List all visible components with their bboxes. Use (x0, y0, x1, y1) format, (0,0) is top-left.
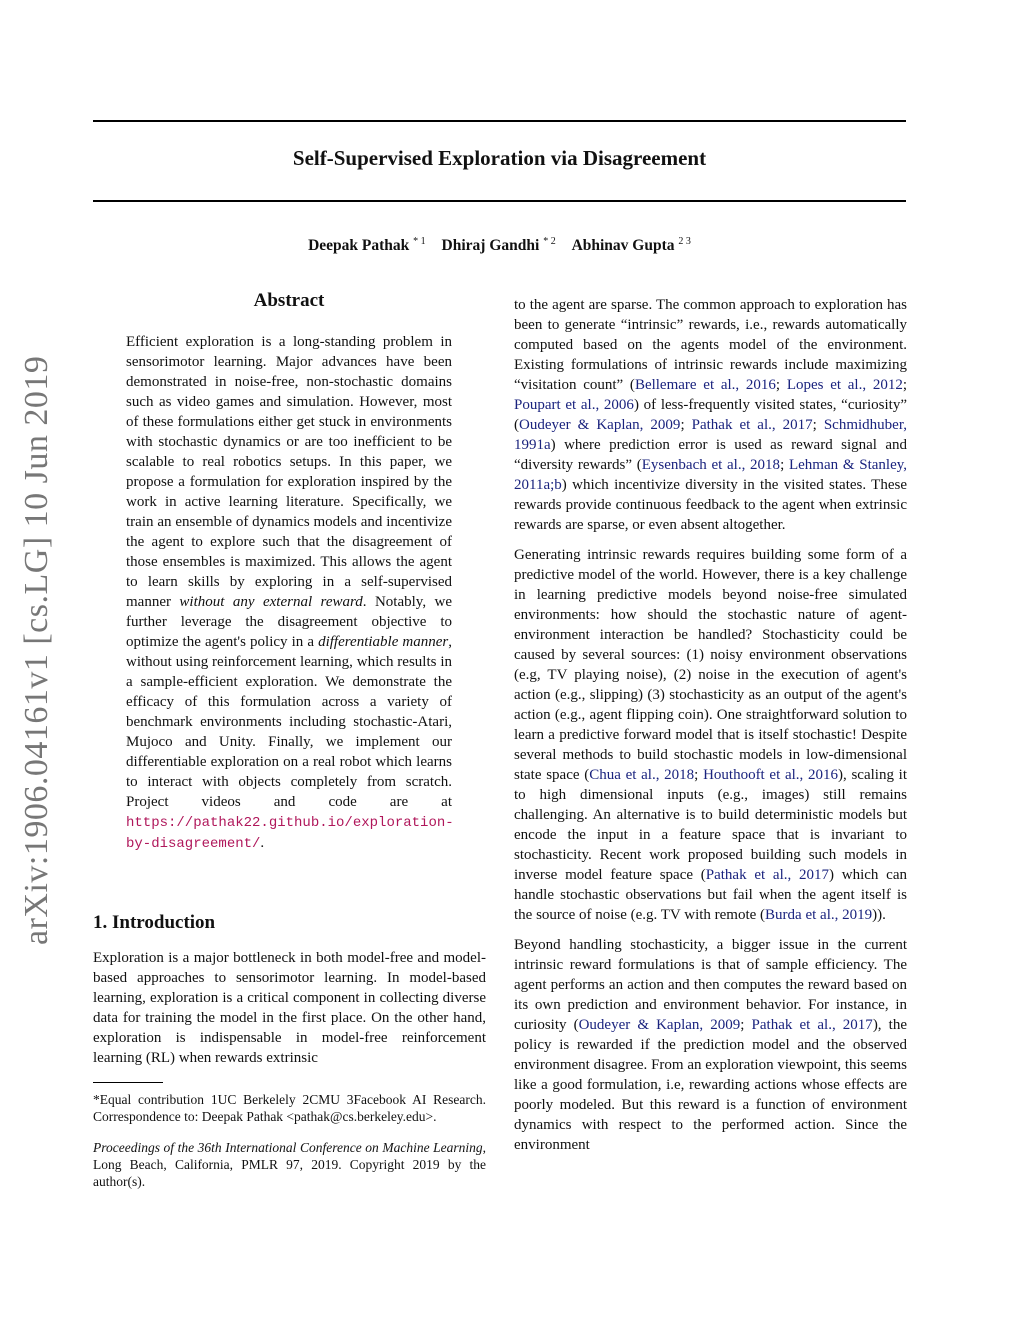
paragraph-text: ; (812, 417, 824, 433)
abstract-text-part: . (260, 835, 265, 851)
paragraph-text: ; (694, 767, 704, 783)
introduction-heading: 1. Introduction (93, 912, 216, 933)
author (308, 237, 426, 254)
paragraph (514, 545, 907, 925)
affiliation-footnote: *Equal contribution 1UC Berkelely 2CMU 3Facebook AI Research. Correspondence to: Deepak Pathak <pathak@cs.berkeley.edu>. (93, 1092, 486, 1124)
introduction-text: Exploration is a major bottleneck in both model-free and model-based approaches to sensorimotor learning. In model-based learning, exploration is a critical component in collecting diverse data for training the model in the first place. On the other hand, exploration is indispensable in model-free reinforcement learning (RL) when rewards extrinsic (93, 950, 486, 1066)
citation-link[interactable]: Lehman & Stanley, 2011a;b (514, 457, 908, 493)
abstract-heading: Abstract (253, 290, 325, 311)
paragraph-text: ) of less-frequently visited states, “curiosity” ( (514, 397, 907, 433)
citation-link[interactable]: Eysenbach et al., 2018 (641, 457, 781, 473)
title-bottom-rule (93, 200, 906, 202)
citation-link[interactable]: Schmidhuber, 1991a (514, 417, 907, 453)
citation-link[interactable]: Chua et al., 2018 (589, 767, 695, 783)
proceedings-details: , Long Beach, California, PMLR 97, 2019. Copyright 2019 by the author(s). (93, 1140, 486, 1189)
abstract-section (126, 290, 452, 854)
proceedings-footnote (93, 1139, 486, 1190)
paragraph-text: ), scaling it to high dimensional inputs (e.g., images) still remains challenging. An alternative is to build deterministic models but encode the input in a feature space that is invariant to stochasticity. Recent work proposed building such models in inverse model feature space ( (514, 767, 908, 883)
title-top-rule (93, 120, 906, 122)
citation-link[interactable]: Pathak et al., 2017 (705, 867, 830, 883)
arxiv-identifier: arXiv:1906.04161v1 [cs.LG] 10 Jun 2019 (18, 355, 55, 945)
project-url-link[interactable]: https://pathak22.github.io/exploration-by-disagreement/ (126, 815, 454, 852)
citation-link[interactable]: Houthooft et al., 2016 (703, 767, 839, 783)
paragraph-text: ; (740, 1017, 752, 1033)
paragraph-text: Generating intrinsic rewards requires building some form of a predictive model of the world. However, there is a key challenge in learning predictive models beyond noise-free simulated environments: how should the stochastic nature of agent-environment interaction be handled? Stochasticity could be caused by several sources: (1) noisy environment observations (e.g, TV playing noise), (2) noise in the execution of agent's action (e.g., slipping) (3) stochasticity as an output of the agent's action (e.g., agent flipping coin). One straightforward solution to learn a predictive forward model that is itself stochastic! Despite several methods to build stochastic models in low-dimensional state space ( (514, 547, 907, 783)
abstract-text-part: . Notably, we further leverage the disagreement objective to optimize the agent's policy in a (126, 594, 452, 650)
paragraph-text: ; (902, 377, 908, 393)
introduction-section (93, 912, 486, 1190)
author (572, 237, 691, 254)
paragraph (514, 295, 907, 535)
author (442, 237, 556, 254)
author-affiliation-marks: * 2 (543, 236, 556, 247)
abstract-text (126, 332, 452, 854)
paragraph-text: ), the policy is rewarded if the prediction model and the observed environment disagree. From an exploration viewpoint, this seems like a good formulation, i.e, rewarding actions whose effects are poorly modeled. But this reward is a function of environment dynamics with respect to the performed action. Since the environment (514, 1017, 907, 1153)
paragraph-text: ; (780, 457, 789, 473)
citation-link[interactable]: Burda et al., 2019 (765, 907, 873, 923)
citation-link[interactable]: Oudeyer & Kaplan, 2009 (519, 417, 681, 433)
author-affiliation-marks: 2 3 (678, 236, 691, 247)
citation-link[interactable]: Pathak et al., 2017 (691, 417, 813, 433)
author-name: Abhinav Gupta (571, 237, 675, 255)
paragraph-text: ; (680, 417, 692, 433)
abstract-emphasis: without any external reward (179, 594, 363, 610)
paragraph-text: )). (872, 907, 886, 923)
abstract-emphasis: differentiable manner (318, 634, 449, 650)
paragraph-text: ) which can handle stochastic observations but fail when the agent itself is the source of noise (e.g. TV with remote ( (514, 867, 907, 923)
author-affiliation-marks: * 1 (413, 236, 426, 247)
paragraph (514, 935, 907, 1155)
paragraph-text: ; (775, 377, 787, 393)
paragraph-text: to the agent are sparse. The common approach to exploration has been to generate “intrinsic” rewards, i.e., rewards automatically computed based on the agents model of the environment. Existing formulations of intrinsic rewards include maximizing “visitation count” ( (514, 297, 907, 393)
paper-title: Self-Supervised Exploration via Disagreement (292, 146, 707, 170)
author-list (93, 236, 906, 255)
citation-link[interactable]: Oudeyer & Kaplan, 2009 (578, 1017, 741, 1033)
footnote-divider (93, 1082, 163, 1083)
author-name: Deepak Pathak (308, 237, 410, 255)
author-name: Dhiraj Gandhi (441, 237, 540, 255)
citation-link[interactable]: Bellemare et al., 2016 (634, 377, 776, 393)
right-column (514, 295, 907, 1165)
paragraph-text: Beyond handling stochasticity, a bigger issue in the current intrinsic reward formulations is that of sample efficiency. The agent performs an action and then computes the reward based on its own prediction and environment behavior. For instance, in curiosity ( (514, 937, 907, 1033)
paragraph-text: ) where prediction error is used as reward signal and “diversity rewards” ( (514, 437, 907, 473)
abstract-text-part: Efficient exploration is a long-standing problem in sensorimotor learning. Major advances have been demonstrated in noise-free, non-stochastic domains such as video games and simulation. However, most of these formulations either get stuck in environments with stochastic dynamics or are too inefficient to be scalable to real robotics setups. In this paper, we propose a formulation for exploration inspired by the work in active learning literature. Specifically, we train an ensemble of dynamics models and incentivize the agent to explore such that the disagreement of those ensembles is maximized. This allows the agent to learn skills by exploring in a self-supervised manner (126, 334, 452, 610)
citation-link[interactable]: Poupart et al., 2006 (514, 397, 634, 413)
abstract-text-part: , without using reinforcement learning, which results in a sample-efficient exploration. We demonstrate the efficacy of this formulation across a variety of benchmark environments including stochastic-Atari, Mujoco and Unity. Finally, we implement our differentiable exploration on a real robot which learns to interact with objects completely from scratch. Project videos and code are at (126, 634, 453, 810)
citation-link[interactable]: Pathak et al., 2017 (751, 1017, 873, 1033)
proceedings-venue: Proceedings of the 36th International Conference on Machine Learning (93, 1140, 483, 1155)
citation-link[interactable]: Lopes et al., 2012 (786, 377, 903, 393)
paragraph-text: ) which incentivize diversity in the visited states. These rewards provide continuous feedback to the agent when extrinsic rewards are sparse, or even absent altogether. (514, 477, 907, 533)
